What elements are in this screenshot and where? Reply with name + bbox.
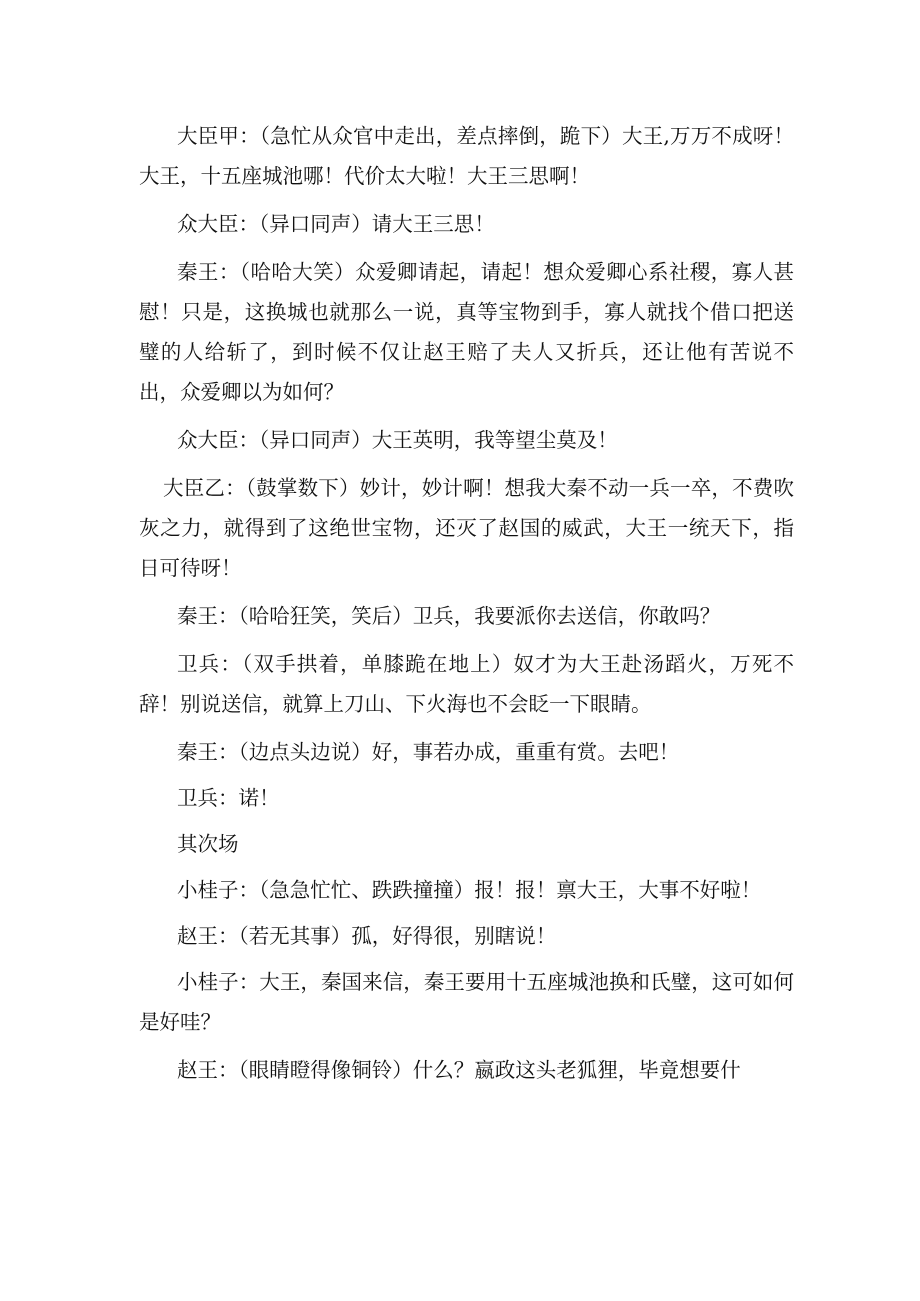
paragraph-guard-1: 卫兵：（双手拱着，单膝跪在地上）奴才为大王赴汤蹈火，万死不辞！别说送信，就算上刀山、下火海也不会眨一下眼睛。 bbox=[139, 652, 794, 716]
paragraph-ministers-2: 众大臣：（异口同声）大王英明，我等望尘莫及！ bbox=[177, 428, 618, 452]
paragraph-qin-king-1: 秦王：（哈哈大笑）众爱卿请起，请起！想众爱卿心系社稷，寡人甚慰！只是，这换城也就那么一说，真等宝物到手，寡人就找个借口把送璧的人给斩了，到时候不仅让赵王赔了夫人又折兵，还让他有苦说不出，众爱卿以为如何？ bbox=[139, 260, 794, 404]
paragraph-guard-2: 卫兵：诺！ bbox=[177, 786, 280, 810]
paragraph-xiaoguizi-1: 小桂子：（急急忙忙、跌跌撞撞）报！报！禀大王，大事不好啦！ bbox=[177, 878, 762, 902]
paragraph-zhao-king-1: 赵王：（若无其事）孤，好得很，别瞎说！ bbox=[177, 924, 557, 948]
document-page bbox=[139, 116, 794, 1090]
paragraph-minister-b: 大臣乙：（鼓掌数下）妙计，妙计啊！想我大秦不动一兵一卒，不费吹灰之力，就得到了这绝世宝物，还灭了赵国的威武，大王一统天下，指日可待呀！ bbox=[139, 476, 794, 580]
scene-heading: 其次场 bbox=[177, 832, 239, 856]
paragraph-qin-king-3: 秦王：（边点头边说）好，事若办成，重重有赏。去吧！ bbox=[177, 740, 680, 764]
paragraph-minister-a: 大臣甲：（急忙从众官中走出，差点摔倒，跪下）大王,万万不成呀！大王，十五座城池哪！代价太大啦！大王三思啊！ bbox=[139, 124, 794, 188]
paragraph-zhao-king-2: 赵王：（眼睛瞪得像铜铃）什么？嬴政这头老狐狸，毕竟想要什 bbox=[177, 1058, 741, 1082]
paragraph-qin-king-2: 秦王：（哈哈狂笑，笑后）卫兵，我要派你去送信，你敢吗？ bbox=[177, 604, 721, 628]
paragraph-xiaoguizi-2: 小桂子：大王，秦国来信，秦王要用十五座城池换和氏璧，这可如何是好哇？ bbox=[139, 970, 794, 1034]
paragraph-ministers-1: 众大臣：（异口同声）请大王三思！ bbox=[177, 212, 495, 236]
